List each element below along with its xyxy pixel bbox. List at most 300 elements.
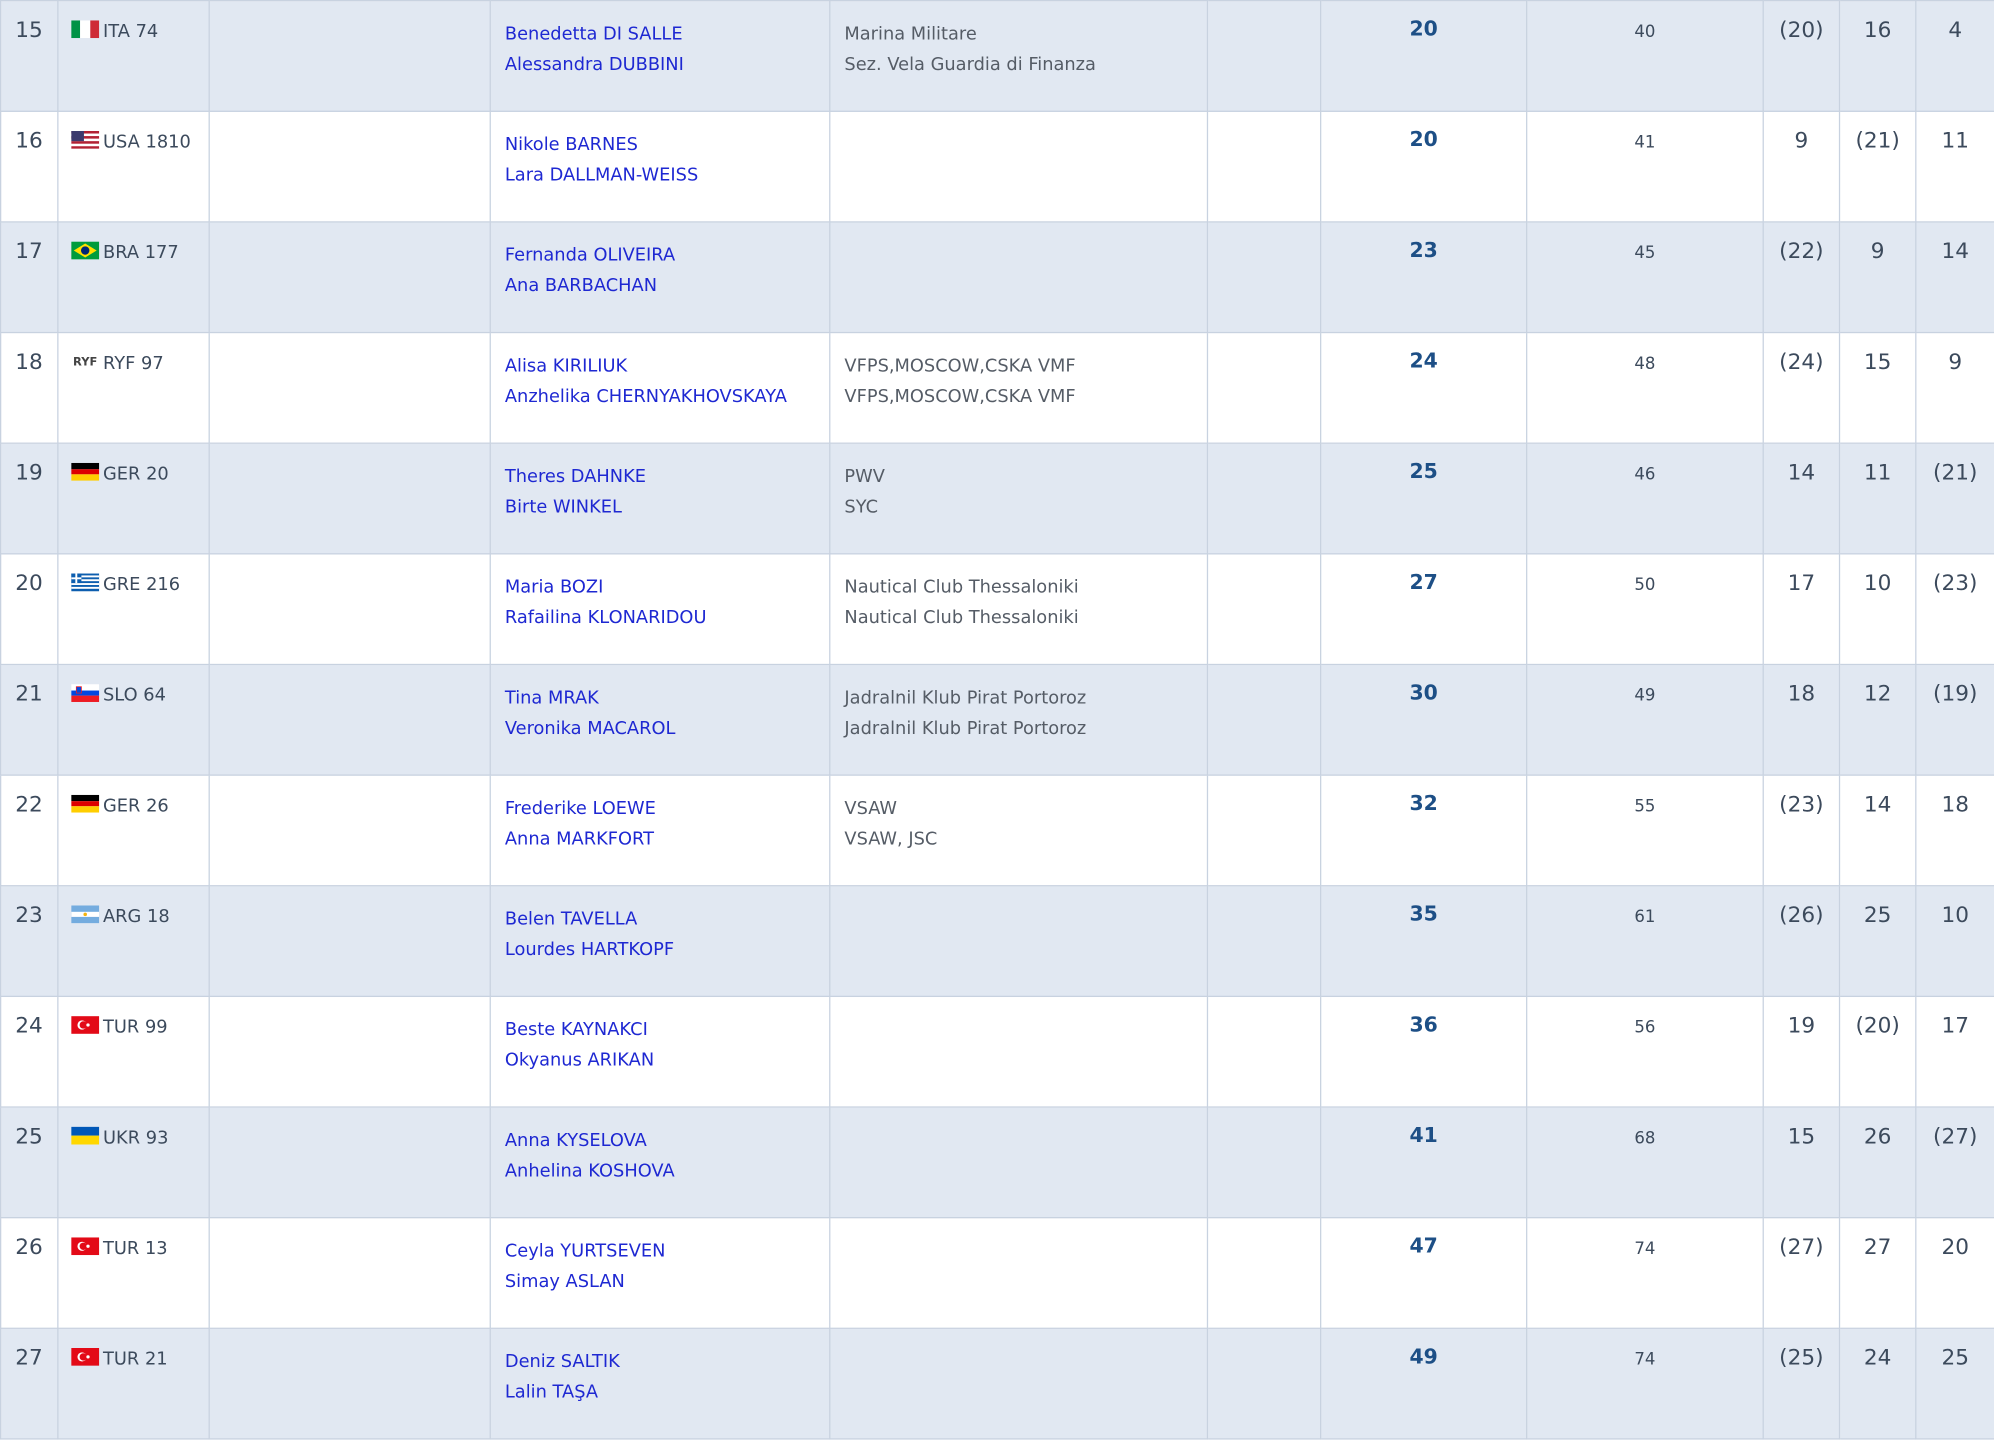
helm-name-link[interactable]: Nikole BARNES bbox=[504, 134, 638, 156]
sail-cell bbox=[58, 886, 209, 997]
total-points: 49 bbox=[1634, 686, 1656, 706]
total-points: 61 bbox=[1634, 907, 1656, 928]
rank-cell bbox=[1, 664, 58, 775]
race-2-score: 25 bbox=[1863, 902, 1892, 929]
rank: 21 bbox=[15, 681, 43, 708]
crew-name-link[interactable]: Simay ASLAN bbox=[504, 1271, 625, 1293]
table-row bbox=[1, 1, 1994, 112]
crew-name-link[interactable]: Lourdes HARTKOPF bbox=[504, 939, 675, 961]
race-3-score: 4 bbox=[1948, 17, 1963, 44]
sail-cell bbox=[58, 111, 209, 222]
total-points-cell bbox=[1527, 1, 1764, 112]
empty-cell bbox=[1207, 1218, 1320, 1329]
results-table-body bbox=[1, 1, 1994, 1439]
race-3-score: (21) bbox=[1933, 460, 1978, 486]
club-cell bbox=[830, 111, 1208, 222]
total-points-cell bbox=[1527, 222, 1764, 333]
usa-flag-icon bbox=[71, 131, 99, 149]
race-3-cell bbox=[1916, 664, 1994, 775]
empty-cell bbox=[1207, 443, 1320, 554]
race-1-cell bbox=[1763, 554, 1839, 665]
race-2-cell bbox=[1840, 1107, 1916, 1218]
club-cell bbox=[830, 996, 1208, 1107]
club-cell bbox=[830, 443, 1208, 554]
race-2-score: 9 bbox=[1870, 239, 1885, 265]
sail-cell bbox=[58, 554, 209, 665]
helm-club: Marina Militare bbox=[844, 24, 977, 45]
sail-cell bbox=[58, 1107, 209, 1218]
race-3-score: 17 bbox=[1941, 1013, 1969, 1039]
race-2-cell bbox=[1840, 996, 1916, 1107]
helm-club: Jadralnil Klub Pirat Portoroz bbox=[844, 687, 1087, 709]
club-cell bbox=[830, 886, 1208, 997]
race-2-score: 24 bbox=[1863, 1345, 1892, 1371]
sail-number: USA 1810 bbox=[103, 132, 191, 153]
helm-club: VSAW bbox=[844, 798, 898, 819]
race-3-score: 9 bbox=[1948, 349, 1963, 376]
rank-cell bbox=[1, 333, 58, 444]
sail-cell bbox=[58, 996, 209, 1107]
club-cell bbox=[830, 333, 1208, 444]
empty-cell bbox=[209, 111, 490, 222]
club-cell bbox=[830, 1107, 1208, 1218]
empty-cell bbox=[209, 886, 490, 997]
race-1-cell bbox=[1763, 333, 1839, 444]
net-points: 32 bbox=[1409, 790, 1438, 816]
crew-club: Nautical Club Thessaloniki bbox=[844, 607, 1079, 629]
race-2-cell bbox=[1840, 886, 1916, 997]
net-points: 24 bbox=[1409, 348, 1438, 373]
race-3-score: (27) bbox=[1933, 1124, 1978, 1150]
race-1-score: (22) bbox=[1779, 239, 1824, 265]
race-1-cell bbox=[1763, 222, 1839, 333]
crew-names-cell bbox=[490, 1218, 830, 1329]
crew-names-cell bbox=[490, 886, 830, 997]
net-points: 30 bbox=[1409, 680, 1438, 705]
helm-name-link[interactable]: Beste KAYNAKCI bbox=[504, 1019, 648, 1041]
empty-cell bbox=[209, 664, 490, 775]
total-points: 45 bbox=[1634, 244, 1656, 264]
net-points-cell bbox=[1321, 222, 1527, 333]
race-1-score: (23) bbox=[1779, 792, 1824, 818]
ita-flag-icon bbox=[71, 20, 99, 38]
net-points-cell bbox=[1321, 1218, 1527, 1329]
race-2-cell bbox=[1840, 111, 1916, 222]
race-3-cell bbox=[1916, 443, 1994, 554]
club-cell bbox=[830, 664, 1208, 775]
crew-club: Sez. Vela Guardia di Finanza bbox=[844, 54, 1096, 76]
empty-cell bbox=[209, 333, 490, 444]
tur-flag-icon bbox=[71, 1016, 99, 1034]
sail-number: GER 20 bbox=[103, 464, 169, 485]
rank: 18 bbox=[15, 349, 43, 376]
crew-names-cell bbox=[490, 111, 830, 222]
total-points-cell bbox=[1527, 1218, 1764, 1329]
helm-name-link[interactable]: Maria BOZI bbox=[504, 577, 604, 598]
total-points-cell bbox=[1527, 775, 1764, 886]
sail-number: GRE 216 bbox=[103, 574, 181, 596]
total-points: 48 bbox=[1634, 354, 1656, 374]
sail-cell bbox=[58, 1218, 209, 1329]
race-1-score: (27) bbox=[1779, 1234, 1824, 1261]
total-points: 68 bbox=[1634, 1129, 1656, 1149]
ger-flag-icon bbox=[71, 463, 99, 481]
club-cell bbox=[830, 554, 1208, 665]
ukr-flag-icon bbox=[71, 1127, 99, 1145]
crew-club: SYC bbox=[844, 497, 879, 518]
race-3-cell bbox=[1916, 1328, 1994, 1439]
race-3-cell bbox=[1916, 1, 1994, 112]
race-1-cell bbox=[1763, 1328, 1839, 1439]
sail-number: SLO 64 bbox=[103, 685, 166, 706]
crew-names-cell bbox=[490, 996, 830, 1107]
helm-name-link[interactable]: Frederike LOEWE bbox=[504, 798, 656, 819]
race-2-score: 16 bbox=[1863, 17, 1892, 44]
table-row bbox=[1, 1107, 1994, 1218]
race-1-score: (24) bbox=[1779, 349, 1824, 376]
net-points-cell bbox=[1321, 886, 1527, 997]
race-3-score: (19) bbox=[1933, 681, 1978, 708]
race-1-score: 19 bbox=[1787, 1013, 1816, 1039]
net-points: 25 bbox=[1409, 459, 1438, 484]
total-points-cell bbox=[1527, 443, 1764, 554]
gre-flag-icon bbox=[71, 574, 99, 592]
total-points: 74 bbox=[1634, 1350, 1656, 1370]
crew-club: Jadralnil Klub Pirat Portoroz bbox=[844, 718, 1087, 739]
empty-cell bbox=[1207, 996, 1320, 1107]
empty-cell bbox=[1207, 1328, 1320, 1439]
table-row bbox=[1, 886, 1994, 997]
race-2-score: 15 bbox=[1863, 349, 1892, 376]
rank: 19 bbox=[15, 460, 43, 486]
total-points-cell bbox=[1527, 886, 1764, 997]
race-2-score: (21) bbox=[1855, 128, 1900, 154]
club-cell bbox=[830, 1328, 1208, 1439]
total-points: 46 bbox=[1634, 465, 1656, 485]
race-3-score: 25 bbox=[1941, 1345, 1969, 1371]
empty-cell bbox=[209, 1218, 490, 1329]
net-points: 35 bbox=[1409, 901, 1438, 926]
total-points: 56 bbox=[1634, 1018, 1656, 1038]
race-1-cell bbox=[1763, 111, 1839, 222]
race-2-score: 11 bbox=[1863, 460, 1892, 486]
race-1-score: (26) bbox=[1779, 902, 1824, 929]
net-points: 41 bbox=[1409, 1122, 1438, 1148]
ger-flag-icon bbox=[71, 795, 99, 813]
helm-name-link[interactable]: Ceyla YURTSEVEN bbox=[504, 1241, 666, 1262]
net-points-cell bbox=[1321, 111, 1527, 222]
rank: 16 bbox=[15, 128, 43, 154]
race-3-cell bbox=[1916, 222, 1994, 333]
race-2-cell bbox=[1840, 775, 1916, 886]
total-points-cell bbox=[1527, 996, 1764, 1107]
crew-names-cell bbox=[490, 222, 830, 333]
sail-number: ITA 74 bbox=[103, 21, 159, 42]
crew-name-link[interactable]: Anzhelika CHERNYAKHOVSKAYA bbox=[504, 386, 787, 407]
race-2-cell bbox=[1840, 333, 1916, 444]
slo-flag-icon bbox=[71, 684, 99, 702]
race-3-cell bbox=[1916, 333, 1994, 444]
race-2-score: 26 bbox=[1863, 1124, 1892, 1150]
crew-names-cell bbox=[490, 664, 830, 775]
net-points-cell bbox=[1321, 333, 1527, 444]
sail-number: TUR 99 bbox=[103, 1017, 168, 1038]
total-points: 55 bbox=[1634, 797, 1656, 817]
empty-cell bbox=[209, 996, 490, 1107]
crew-names-cell bbox=[490, 554, 830, 665]
sail-cell bbox=[58, 775, 209, 886]
sail-cell bbox=[58, 333, 209, 444]
rank: 23 bbox=[15, 902, 43, 929]
race-2-cell bbox=[1840, 1328, 1916, 1439]
rank: 24 bbox=[15, 1013, 43, 1039]
empty-cell bbox=[209, 222, 490, 333]
sail-cell bbox=[58, 443, 209, 554]
crew-names-cell bbox=[490, 1107, 830, 1218]
arg-flag-icon bbox=[71, 905, 99, 923]
rank-cell bbox=[1, 1, 58, 112]
race-1-cell bbox=[1763, 996, 1839, 1107]
rank: 15 bbox=[15, 17, 43, 44]
empty-cell bbox=[1207, 664, 1320, 775]
race-2-score: 10 bbox=[1863, 570, 1892, 597]
sail-number: RYF 97 bbox=[103, 353, 164, 374]
rank-cell bbox=[1, 775, 58, 886]
empty-cell bbox=[1207, 886, 1320, 997]
crew-names-cell bbox=[490, 1328, 830, 1439]
club-cell bbox=[830, 1218, 1208, 1329]
race-1-score: 15 bbox=[1787, 1124, 1816, 1150]
race-1-cell bbox=[1763, 775, 1839, 886]
total-points-cell bbox=[1527, 554, 1764, 665]
rank-cell bbox=[1, 443, 58, 554]
race-3-cell bbox=[1916, 775, 1994, 886]
empty-cell bbox=[209, 554, 490, 665]
total-points: 41 bbox=[1634, 133, 1656, 153]
rank-cell bbox=[1, 996, 58, 1107]
helm-name-link[interactable]: Anna KYSELOVA bbox=[504, 1130, 647, 1151]
net-points: 36 bbox=[1409, 1012, 1438, 1037]
crew-club: VFPS,MOSCOW,CSKA VMF bbox=[844, 386, 1076, 407]
race-2-cell bbox=[1840, 554, 1916, 665]
empty-cell bbox=[209, 1107, 490, 1218]
table-row bbox=[1, 443, 1994, 554]
race-1-score: (20) bbox=[1779, 17, 1824, 44]
race-2-score: 12 bbox=[1863, 681, 1892, 708]
sail-number: UKR 93 bbox=[103, 1127, 169, 1149]
race-2-cell bbox=[1840, 1, 1916, 112]
net-points-cell bbox=[1321, 996, 1527, 1107]
sail-number: TUR 13 bbox=[103, 1238, 168, 1259]
net-points-cell bbox=[1321, 1328, 1527, 1439]
race-3-cell bbox=[1916, 1218, 1994, 1329]
race-1-cell bbox=[1763, 443, 1839, 554]
crew-names-cell bbox=[490, 775, 830, 886]
empty-cell bbox=[1207, 111, 1320, 222]
ryf-flag-icon bbox=[71, 352, 99, 370]
empty-cell bbox=[1207, 775, 1320, 886]
table-row bbox=[1, 775, 1994, 886]
race-1-cell bbox=[1763, 886, 1839, 997]
race-2-cell bbox=[1840, 1218, 1916, 1329]
tur-flag-icon bbox=[71, 1237, 99, 1255]
rank-cell bbox=[1, 554, 58, 665]
crew-name-link[interactable]: Lara DALLMAN-WEISS bbox=[504, 165, 699, 186]
race-3-cell bbox=[1916, 111, 1994, 222]
rank: 25 bbox=[15, 1124, 43, 1150]
sail-number: BRA 177 bbox=[103, 242, 179, 264]
total-points: 50 bbox=[1634, 576, 1656, 596]
sail-cell bbox=[58, 664, 209, 775]
net-points: 20 bbox=[1409, 16, 1438, 41]
crew-name-link[interactable]: Lalin TAŞA bbox=[504, 1382, 599, 1403]
empty-cell bbox=[1207, 333, 1320, 444]
club-cell bbox=[830, 775, 1208, 886]
total-points: 74 bbox=[1634, 1239, 1656, 1259]
race-2-score: 14 bbox=[1863, 792, 1892, 818]
race-2-score: (20) bbox=[1855, 1013, 1900, 1039]
helm-name-link[interactable]: Tina MRAK bbox=[504, 687, 599, 709]
helm-name-link[interactable]: Benedetta DI SALLE bbox=[504, 24, 683, 45]
crew-names-cell bbox=[490, 443, 830, 554]
tur-flag-icon bbox=[71, 1348, 99, 1366]
empty-cell bbox=[1207, 222, 1320, 333]
total-points-cell bbox=[1527, 333, 1764, 444]
table-row bbox=[1, 333, 1994, 444]
crew-name-link[interactable]: Veronika MACAROL bbox=[504, 718, 676, 739]
race-3-score: 20 bbox=[1941, 1234, 1969, 1261]
race-1-score: (25) bbox=[1779, 1345, 1824, 1371]
rank-cell bbox=[1, 1218, 58, 1329]
sail-number: TUR 21 bbox=[103, 1349, 168, 1370]
race-1-cell bbox=[1763, 664, 1839, 775]
net-points: 49 bbox=[1409, 1344, 1438, 1369]
crew-name-link[interactable]: Alessandra DUBBINI bbox=[504, 54, 684, 76]
total-points-cell bbox=[1527, 664, 1764, 775]
race-3-score: 14 bbox=[1941, 239, 1969, 265]
crew-name-link[interactable]: Rafailina KLONARIDOU bbox=[504, 607, 707, 629]
table-row bbox=[1, 554, 1994, 665]
helm-name-link[interactable]: Fernanda OLIVEIRA bbox=[504, 245, 676, 266]
race-1-cell bbox=[1763, 1, 1839, 112]
crew-names-cell bbox=[490, 333, 830, 444]
crew-name-link[interactable]: Okyanus ARIKAN bbox=[504, 1050, 655, 1071]
race-3-score: (23) bbox=[1933, 570, 1978, 597]
race-2-cell bbox=[1840, 664, 1916, 775]
sail-number: ARG 18 bbox=[103, 906, 170, 928]
race-1-cell bbox=[1763, 1218, 1839, 1329]
net-points-cell bbox=[1321, 443, 1527, 554]
race-1-score: 18 bbox=[1787, 681, 1816, 708]
table-row bbox=[1, 996, 1994, 1107]
net-points-cell bbox=[1321, 1, 1527, 112]
race-3-cell bbox=[1916, 996, 1994, 1107]
rank: 17 bbox=[15, 239, 43, 265]
empty-cell bbox=[209, 775, 490, 886]
helm-name-link[interactable]: Deniz SALTIK bbox=[504, 1351, 620, 1373]
helm-name-link[interactable]: Theres DAHNKE bbox=[504, 466, 647, 488]
race-2-cell bbox=[1840, 443, 1916, 554]
crew-name-link[interactable]: Birte WINKEL bbox=[504, 497, 622, 518]
race-3-cell bbox=[1916, 886, 1994, 997]
race-1-score: 14 bbox=[1787, 460, 1816, 486]
total-points-cell bbox=[1527, 1107, 1764, 1218]
race-2-score: 27 bbox=[1863, 1234, 1892, 1261]
sail-number: GER 26 bbox=[103, 796, 169, 817]
rank-cell bbox=[1, 222, 58, 333]
total-points-cell bbox=[1527, 1328, 1764, 1439]
rank-cell bbox=[1, 1107, 58, 1218]
crew-club: VSAW, JSC bbox=[844, 829, 938, 850]
rank: 22 bbox=[15, 792, 43, 818]
rank-cell bbox=[1, 1328, 58, 1439]
helm-club: VFPS,MOSCOW,CSKA VMF bbox=[844, 356, 1076, 377]
net-points-cell bbox=[1321, 664, 1527, 775]
total-points-cell bbox=[1527, 111, 1764, 222]
race-1-score: 17 bbox=[1787, 570, 1816, 597]
helm-name-link[interactable]: Alisa KIRILIUK bbox=[504, 356, 628, 377]
club-cell bbox=[830, 1, 1208, 112]
empty-cell bbox=[209, 443, 490, 554]
net-points-cell bbox=[1321, 1107, 1527, 1218]
net-points: 27 bbox=[1409, 569, 1438, 594]
helm-club: Nautical Club Thessaloniki bbox=[844, 577, 1079, 598]
race-3-cell bbox=[1916, 554, 1994, 665]
sail-cell bbox=[58, 222, 209, 333]
race-1-score: 9 bbox=[1794, 128, 1809, 154]
sail-cell bbox=[58, 1, 209, 112]
net-points: 47 bbox=[1409, 1233, 1438, 1258]
rank-cell bbox=[1, 111, 58, 222]
empty-cell bbox=[209, 1, 490, 112]
bra-flag-icon bbox=[71, 242, 99, 260]
table-row bbox=[1, 664, 1994, 775]
empty-cell bbox=[1207, 1107, 1320, 1218]
rank: 27 bbox=[15, 1345, 43, 1371]
crew-names-cell bbox=[490, 1, 830, 112]
empty-cell bbox=[209, 1328, 490, 1439]
empty-cell bbox=[1207, 1, 1320, 112]
crew-name-link[interactable]: Ana BARBACHAN bbox=[504, 275, 658, 297]
table-row bbox=[1, 111, 1994, 222]
race-3-score: 11 bbox=[1941, 128, 1969, 154]
net-points-cell bbox=[1321, 554, 1527, 665]
rank-cell bbox=[1, 886, 58, 997]
crew-name-link[interactable]: Anna MARKFORT bbox=[504, 829, 654, 850]
svg-text:RYF: RYF bbox=[73, 354, 98, 369]
sail-cell bbox=[58, 1328, 209, 1439]
rank: 26 bbox=[15, 1234, 43, 1261]
helm-name-link[interactable]: Belen TAVELLA bbox=[504, 909, 638, 930]
crew-name-link[interactable]: Anhelina KOSHOVA bbox=[504, 1161, 675, 1182]
race-2-cell bbox=[1840, 222, 1916, 333]
helm-club: PWV bbox=[844, 466, 885, 488]
rank: 20 bbox=[15, 570, 43, 597]
race-3-score: 18 bbox=[1941, 792, 1969, 818]
table-row bbox=[1, 1328, 1994, 1439]
empty-cell bbox=[1207, 554, 1320, 665]
net-points: 20 bbox=[1409, 127, 1438, 152]
club-cell bbox=[830, 222, 1208, 333]
table-row bbox=[1, 1218, 1994, 1329]
table-row bbox=[1, 222, 1994, 333]
net-points: 23 bbox=[1409, 237, 1438, 262]
total-points: 40 bbox=[1634, 22, 1656, 42]
race-3-score: 10 bbox=[1941, 902, 1969, 929]
race-3-cell bbox=[1916, 1107, 1994, 1218]
race-1-cell bbox=[1763, 1107, 1839, 1218]
net-points-cell bbox=[1321, 775, 1527, 886]
